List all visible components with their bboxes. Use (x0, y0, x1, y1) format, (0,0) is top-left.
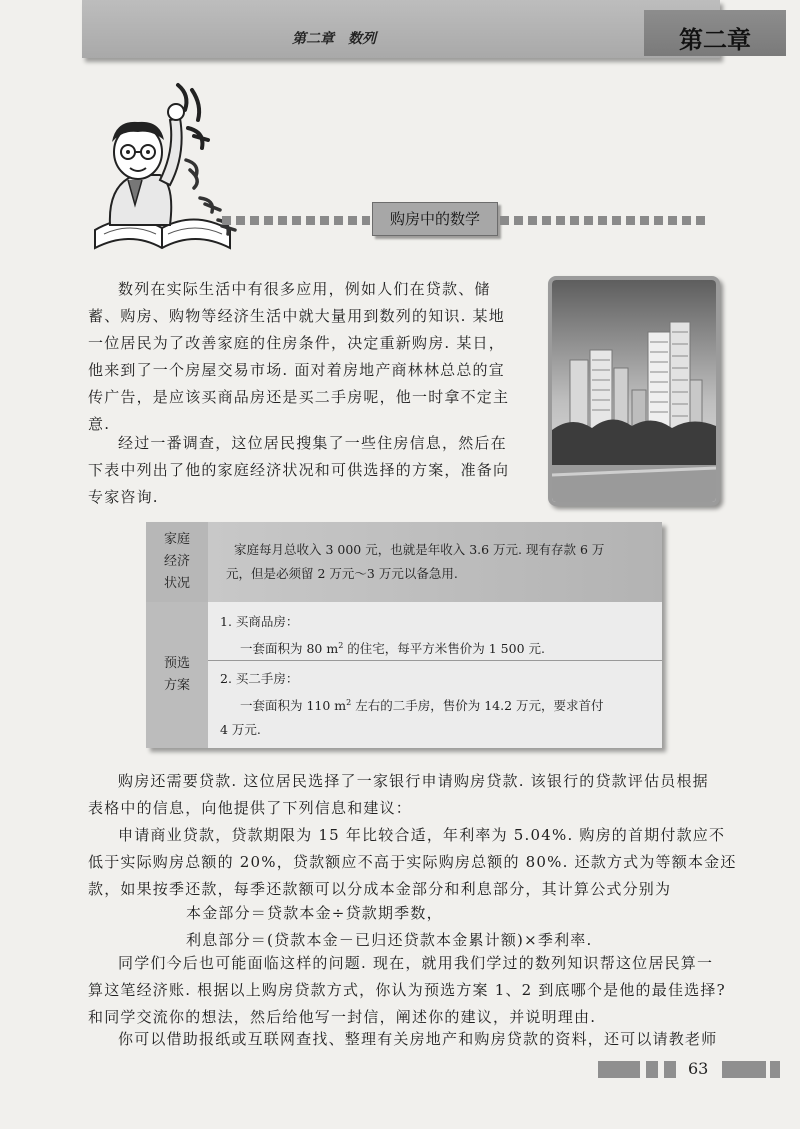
option-2-text-a: 一套面积为 110 m (240, 698, 347, 714)
banner-dash-left (222, 216, 370, 225)
paragraph-5-cont (88, 977, 726, 1031)
text-line: 你可以借助报纸或互联网查找、整理有关房地产和购房贷款的资料，还可以请教老师 (118, 1030, 718, 1048)
section-title: 购房中的数学 (389, 210, 480, 228)
text-line: 款，如果按季还款，每季还款额可以分成本金部分和利息部分，其计算公式分别为 (88, 880, 672, 898)
finance-line: 元，但是必须留 2 万元～3 万元以备急用. (226, 566, 458, 581)
paragraph-6 (118, 1026, 717, 1053)
paragraph-5 (118, 950, 713, 977)
option-2-text-b: 左右的二手房，售价为 14.2 万元，要求首付 (351, 698, 604, 714)
table-row-label-finance (146, 522, 208, 602)
footer-bar-5 (770, 1061, 780, 1078)
option-1-sup: 2 (338, 641, 344, 650)
chapter-label: 第二章 (679, 26, 751, 54)
table-row-finance (208, 522, 662, 602)
text-line: 和同学交流你的想法，然后给他写一封信，阐述你的建议，并说明理由. (88, 1008, 597, 1026)
intro-paragraph-1-cont (88, 303, 509, 438)
option-2-text (220, 691, 652, 718)
footer-bar-3 (664, 1061, 676, 1078)
option-1 (208, 602, 662, 660)
paragraph-4 (118, 822, 725, 849)
intro-paragraph-2-cont (88, 457, 509, 511)
option-2-text-c: 4 万元. (220, 722, 261, 738)
text-line: 同学们今后也可能面临这样的问题. 现在，就用我们学过的数列知识帮这位居民算一 (118, 954, 714, 972)
label-line: 预选 (163, 656, 190, 671)
text-line: 经过一番调查，这位居民搜集了一些住房信息，然后在 (118, 434, 507, 452)
paragraph-3-cont (88, 795, 412, 822)
footer-bar-4 (722, 1061, 766, 1078)
text-line: 表格中的信息，向他提供了下列信息和建议： (88, 799, 413, 817)
option-1-title: 1. 买商品房： (220, 614, 299, 629)
label-line: 状况 (163, 576, 190, 591)
apartment-buildings-photo-icon (548, 276, 720, 506)
text-line: 传广告，是应该买商品房还是买二手房呢，他一时拿不定主 (88, 388, 510, 406)
footer-bar-2 (646, 1061, 658, 1078)
option-2 (208, 661, 662, 748)
label-line: 方案 (163, 678, 190, 693)
option-1-text (220, 634, 652, 661)
text-line: 他来到了一个房屋交易市场. 面对着房地产商林林总总的宣 (88, 361, 505, 379)
formula-interest: 利息部分＝(贷款本金－已归还贷款本金累计额)×季利率. (186, 931, 593, 949)
page-number: 63 (688, 1059, 709, 1078)
footer-bar-1 (598, 1061, 640, 1078)
text-line: 申请商业贷款，贷款期限为 15 年比较合适，年利率为 5.04%. 购房的首期付款应不 (118, 826, 726, 844)
finance-line: 家庭每月总收入 3 000 元，也就是年收入 3.6 万元. 现有存款 6 万 (234, 542, 605, 557)
option-1-text-b: 的住宅，每平方米售价为 1 500 元. (343, 641, 545, 657)
section-banner (372, 202, 498, 236)
chapter-box (644, 10, 786, 56)
paragraph-3 (118, 768, 709, 795)
text-line: 意. (88, 415, 111, 433)
formula-principal: 本金部分＝贷款本金÷贷款期季数， (186, 904, 443, 922)
header-band (82, 0, 751, 58)
intro-paragraph-2 (118, 430, 507, 457)
text-line: 购房还需要贷款. 这位居民选择了一家银行申请购房贷款. 该银行的贷款评估员根据 (118, 772, 709, 790)
text-line: 专家咨询. (88, 488, 159, 506)
text-line: 下表中列出了他的家庭经济状况和可供选择的方案，准备向 (88, 461, 510, 479)
text-line: 算这笔经济账. 根据以上购房贷款方式，你认为预选方案 1、2 到底哪个是他的最佳选择? (88, 981, 726, 999)
table-row-label-options (146, 602, 208, 748)
option-1-text-a: 一套面积为 80 m (240, 641, 339, 657)
label-line: 家庭 (163, 532, 190, 547)
paragraph-4-cont (88, 849, 737, 903)
info-table (146, 522, 662, 748)
explore-and-discover-cartoon-icon (90, 80, 240, 260)
banner-dash-right (500, 216, 710, 225)
running-title: 第二章 数列 (292, 31, 376, 47)
label-line: 经济 (163, 554, 190, 569)
text-line: 低于实际购房总额的 20%，贷款额应不高于实际购房总额的 80%. 还款方式为等额本金还 (88, 853, 737, 871)
text-line: 蓄、购房、购物等经济生活中就大量用到数列的知识. 某地 (88, 307, 505, 325)
text-line: 一位居民为了改善家庭的住房条件，决定重新购房. 某日， (88, 334, 505, 352)
text-line: 数列在实际生活中有很多应用，例如人们在贷款、储 (118, 280, 491, 298)
intro-paragraph-1 (118, 276, 491, 303)
option-2-title: 2. 买二手房： (220, 671, 299, 686)
option-2-sup: 2 (346, 698, 352, 707)
